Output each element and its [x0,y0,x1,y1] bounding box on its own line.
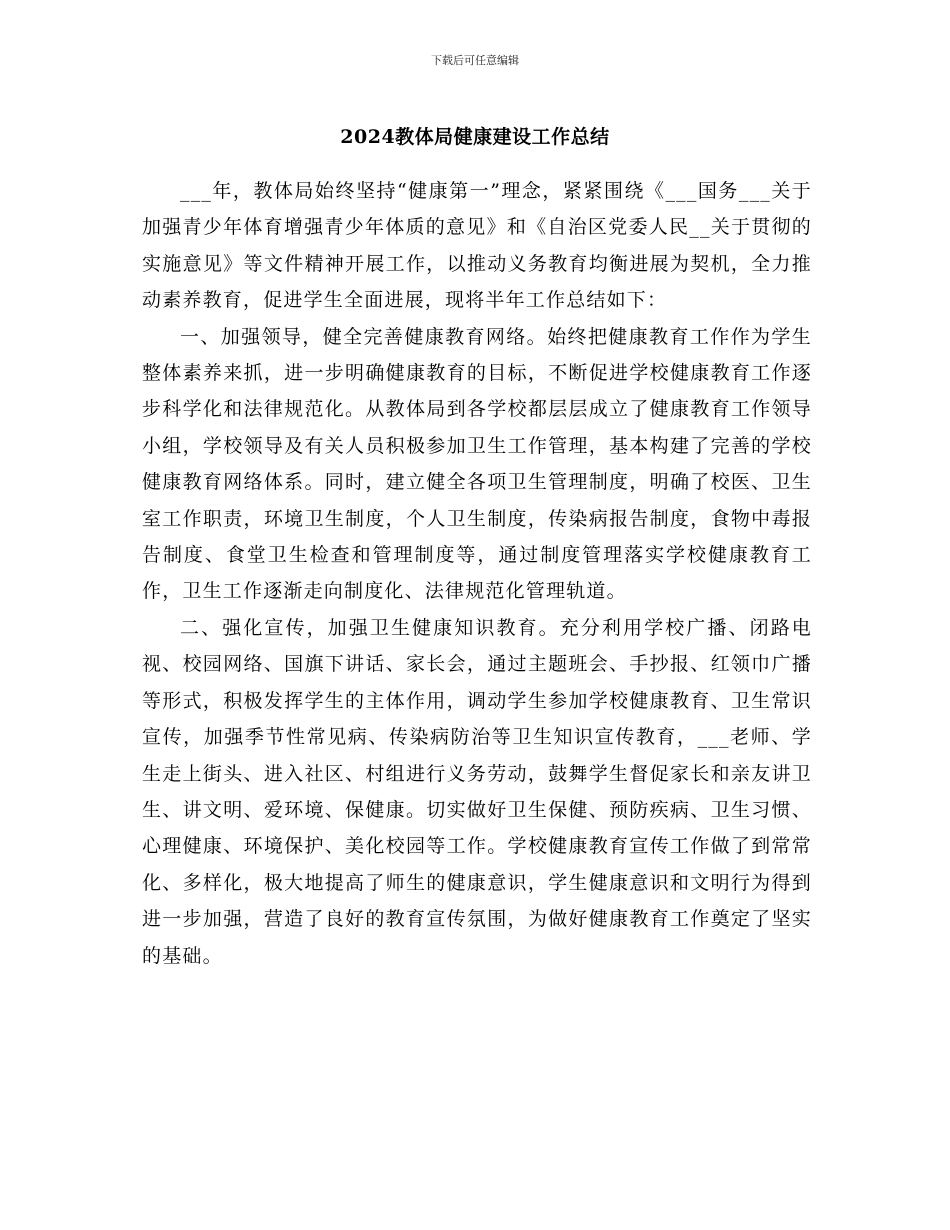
section-two-paragraph: 二、强化宣传，加强卫生健康知识教育。充分利用学校广播、闭路电视、校园网络、国旗下讲话、家长会，通过主题班会、手抄报、红领巾广播等形式，积极发挥学生的主体作用，调动学生参加学校健康教育、卫生常识宣传，加强季节性常见病、传染病防治等卫生知识宣传教育，___老师、学生走上街头、进入社区、村组进行义务劳动，鼓舞学生督促家长和亲友讲卫生、讲文明、爱环境、保健康。切实做好卫生保健、预防疾病、卫生习惯、心理健康、环境保护、美化校园等工作。学校健康教育宣传工作做了到常常化、多样化，极大地提高了师生的健康意识，学生健康意识和文明行为得到进一步加强，营造了良好的教育宣传氛围，为做好健康教育工作奠定了坚实的基础。 [142,616,812,967]
document-body [142,173,812,974]
header-note: 下载后可任意编辑 [431,54,519,67]
intro-paragraph: ___年，教体局始终坚持“健康第一”理念，紧紧围绕《___国务___关于加强青少年体育增强青少年体质的意见》和《自治区党委人民__关于贯彻的实施意见》等文件精神开展工作，以推动义务教育均衡进展为契机，全力推动素养教育，促进学生全面进展，现将半年工作总结如下： [142,180,812,312]
section-one-paragraph: 一、加强领导，健全完善健康教育网络。始终把健康教育工作作为学生整体素养来抓，进一步明确健康教育的目标，不断促进学校健康教育工作逐步科学化和法律规范化。从教体局到各学校都层层成立了健康教育工作领导小组，学校领导及有关人员积极参加卫生工作管理，基本构建了完善的学校健康教育网络体系。同时，建立健全各项卫生管理制度，明确了校医、卫生室工作职责，环境卫生制度，个人卫生制度，传染病报告制度，食物中毒报告制度、食堂卫生检查和管理制度等，通过制度管理落实学校健康教育工作，卫生工作逐渐走向制度化、法律规范化管理轨道。 [142,325,812,603]
document-title: 2024教体局健康建设工作总结 [340,126,610,148]
